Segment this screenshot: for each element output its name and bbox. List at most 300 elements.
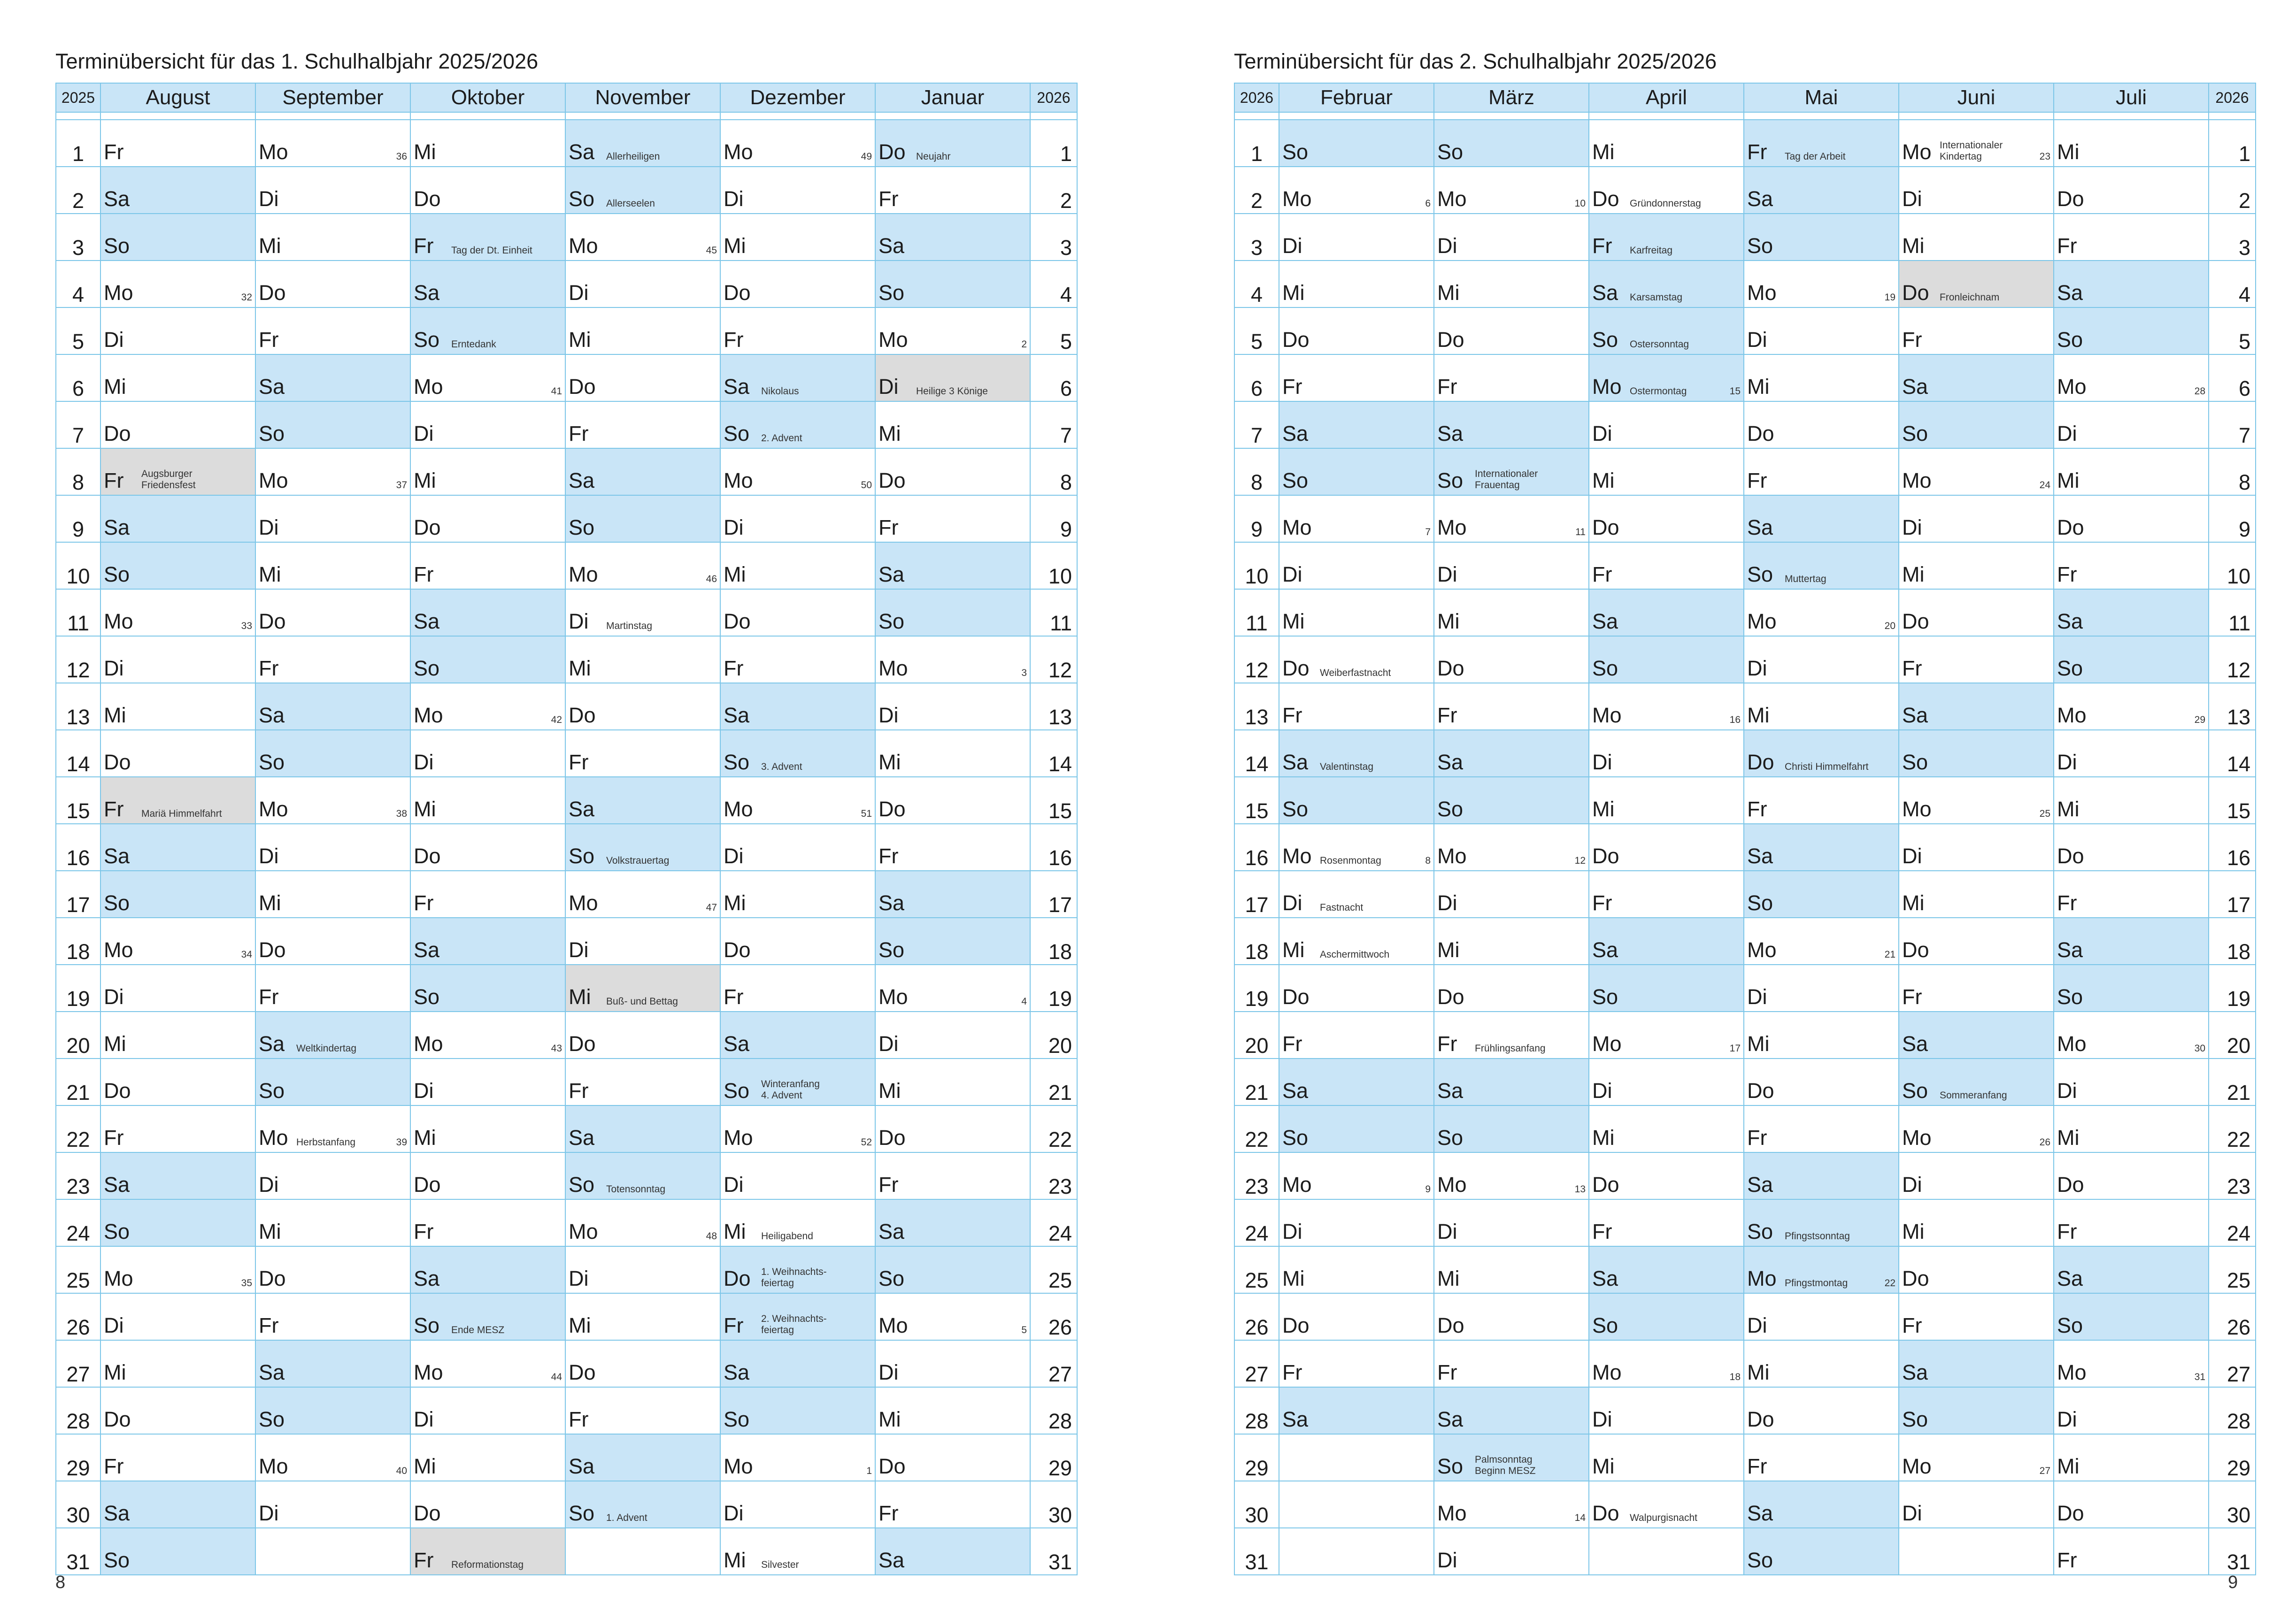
day-cell[interactable] bbox=[1434, 1387, 1589, 1434]
day-cell[interactable] bbox=[1744, 1059, 1899, 1105]
day-cell[interactable] bbox=[1744, 1293, 1899, 1340]
day-cell[interactable] bbox=[255, 730, 410, 777]
day-cell[interactable] bbox=[875, 1481, 1030, 1528]
day-cell[interactable] bbox=[2054, 214, 2209, 261]
day-cell[interactable] bbox=[1434, 1246, 1589, 1293]
day-cell[interactable] bbox=[1899, 1059, 2054, 1105]
day-cell[interactable] bbox=[1744, 730, 1899, 777]
day-cell[interactable] bbox=[565, 589, 720, 636]
day-cell[interactable] bbox=[100, 1293, 255, 1340]
day-cell[interactable] bbox=[2054, 1199, 2209, 1246]
day-cell[interactable] bbox=[565, 730, 720, 777]
day-cell[interactable] bbox=[1744, 1340, 1899, 1387]
day-cell[interactable] bbox=[565, 636, 720, 683]
day-cell[interactable] bbox=[720, 261, 875, 307]
day-cell[interactable] bbox=[2054, 1246, 2209, 1293]
day-cell[interactable] bbox=[2054, 401, 2209, 448]
day-cell[interactable] bbox=[1899, 918, 2054, 965]
day-cell[interactable] bbox=[720, 1293, 875, 1340]
day-cell[interactable] bbox=[1279, 1293, 1434, 1340]
day-cell[interactable] bbox=[1744, 120, 1899, 167]
day-cell[interactable] bbox=[255, 1012, 410, 1059]
day-cell[interactable] bbox=[1744, 167, 1899, 214]
day-cell[interactable] bbox=[410, 214, 565, 261]
day-cell[interactable] bbox=[565, 1199, 720, 1246]
day-cell[interactable] bbox=[1744, 495, 1899, 542]
day-cell[interactable] bbox=[1899, 495, 2054, 542]
day-cell[interactable] bbox=[1744, 1481, 1899, 1528]
day-cell[interactable] bbox=[720, 448, 875, 495]
day-cell[interactable] bbox=[1744, 1387, 1899, 1434]
day-cell[interactable] bbox=[1589, 167, 1744, 214]
day-cell[interactable] bbox=[2054, 1340, 2209, 1387]
day-cell[interactable] bbox=[565, 1246, 720, 1293]
day-cell[interactable] bbox=[875, 542, 1030, 589]
day-cell[interactable] bbox=[1744, 683, 1899, 730]
day-cell[interactable] bbox=[100, 1340, 255, 1387]
day-cell[interactable] bbox=[1589, 354, 1744, 401]
day-cell[interactable] bbox=[720, 542, 875, 589]
day-cell[interactable] bbox=[2054, 1059, 2209, 1105]
day-cell[interactable] bbox=[1899, 1434, 2054, 1481]
day-cell[interactable] bbox=[1589, 1246, 1744, 1293]
day-cell[interactable] bbox=[1899, 261, 2054, 307]
day-cell[interactable] bbox=[1589, 1387, 1744, 1434]
day-cell[interactable] bbox=[565, 965, 720, 1012]
day-cell[interactable] bbox=[1279, 589, 1434, 636]
day-cell[interactable] bbox=[1434, 636, 1589, 683]
day-cell[interactable] bbox=[1434, 354, 1589, 401]
day-cell[interactable] bbox=[410, 261, 565, 307]
day-cell[interactable] bbox=[565, 777, 720, 824]
day-cell[interactable] bbox=[255, 1434, 410, 1481]
day-cell[interactable] bbox=[565, 354, 720, 401]
day-cell[interactable] bbox=[2054, 1105, 2209, 1152]
day-cell[interactable] bbox=[720, 1059, 875, 1105]
day-cell[interactable] bbox=[2054, 636, 2209, 683]
day-cell[interactable] bbox=[720, 1340, 875, 1387]
day-cell[interactable] bbox=[2054, 683, 2209, 730]
day-cell[interactable] bbox=[720, 1387, 875, 1434]
day-cell[interactable] bbox=[1279, 261, 1434, 307]
day-cell[interactable] bbox=[1434, 448, 1589, 495]
day-cell[interactable] bbox=[100, 448, 255, 495]
day-cell[interactable] bbox=[410, 730, 565, 777]
day-cell[interactable] bbox=[1744, 918, 1899, 965]
day-cell[interactable] bbox=[1589, 542, 1744, 589]
day-cell[interactable] bbox=[2054, 777, 2209, 824]
day-cell[interactable] bbox=[255, 1293, 410, 1340]
day-cell[interactable] bbox=[565, 1293, 720, 1340]
day-cell[interactable] bbox=[255, 777, 410, 824]
day-cell[interactable] bbox=[2054, 354, 2209, 401]
day-cell[interactable] bbox=[875, 1105, 1030, 1152]
day-cell[interactable] bbox=[1279, 824, 1434, 871]
day-cell[interactable] bbox=[1899, 448, 2054, 495]
day-cell[interactable] bbox=[255, 542, 410, 589]
day-cell[interactable] bbox=[100, 777, 255, 824]
day-cell[interactable] bbox=[875, 120, 1030, 167]
day-cell[interactable] bbox=[1279, 918, 1434, 965]
day-cell[interactable] bbox=[100, 730, 255, 777]
day-cell[interactable] bbox=[720, 401, 875, 448]
day-cell[interactable] bbox=[720, 120, 875, 167]
day-cell[interactable] bbox=[875, 589, 1030, 636]
day-cell[interactable] bbox=[1589, 1152, 1744, 1199]
day-cell[interactable] bbox=[1744, 777, 1899, 824]
day-cell[interactable] bbox=[255, 1340, 410, 1387]
day-cell[interactable] bbox=[1434, 401, 1589, 448]
day-cell[interactable] bbox=[875, 1293, 1030, 1340]
day-cell[interactable] bbox=[565, 167, 720, 214]
day-cell[interactable] bbox=[410, 1246, 565, 1293]
day-cell[interactable] bbox=[720, 307, 875, 354]
day-cell[interactable] bbox=[2054, 167, 2209, 214]
day-cell[interactable] bbox=[565, 401, 720, 448]
day-cell[interactable] bbox=[2054, 448, 2209, 495]
day-cell[interactable] bbox=[1589, 261, 1744, 307]
day-cell[interactable] bbox=[1589, 1105, 1744, 1152]
day-cell[interactable] bbox=[410, 1387, 565, 1434]
day-cell[interactable] bbox=[1744, 589, 1899, 636]
day-cell[interactable] bbox=[1899, 683, 2054, 730]
day-cell[interactable] bbox=[100, 589, 255, 636]
day-cell[interactable] bbox=[410, 354, 565, 401]
day-cell[interactable] bbox=[1589, 777, 1744, 824]
day-cell[interactable] bbox=[1589, 1434, 1744, 1481]
day-cell[interactable] bbox=[565, 871, 720, 918]
day-cell[interactable] bbox=[2054, 1528, 2209, 1575]
day-cell[interactable] bbox=[1589, 965, 1744, 1012]
day-cell[interactable] bbox=[255, 965, 410, 1012]
day-cell[interactable] bbox=[100, 636, 255, 683]
day-cell[interactable] bbox=[565, 261, 720, 307]
day-cell[interactable] bbox=[1744, 824, 1899, 871]
day-cell[interactable] bbox=[100, 1528, 255, 1575]
day-cell[interactable] bbox=[1279, 1481, 1434, 1528]
day-cell[interactable] bbox=[720, 730, 875, 777]
day-cell[interactable] bbox=[1744, 214, 1899, 261]
day-cell[interactable] bbox=[1279, 401, 1434, 448]
day-cell[interactable] bbox=[1279, 871, 1434, 918]
day-cell[interactable] bbox=[1899, 1105, 2054, 1152]
day-cell[interactable] bbox=[875, 1199, 1030, 1246]
day-cell[interactable] bbox=[410, 448, 565, 495]
day-cell[interactable] bbox=[1899, 1012, 2054, 1059]
day-cell[interactable] bbox=[720, 1528, 875, 1575]
day-cell[interactable] bbox=[410, 495, 565, 542]
day-cell[interactable] bbox=[410, 1012, 565, 1059]
day-cell[interactable] bbox=[255, 1387, 410, 1434]
day-cell[interactable] bbox=[565, 1152, 720, 1199]
day-cell[interactable] bbox=[720, 871, 875, 918]
day-cell[interactable] bbox=[100, 871, 255, 918]
day-cell[interactable] bbox=[1279, 1528, 1434, 1575]
day-cell[interactable] bbox=[1744, 542, 1899, 589]
day-cell[interactable] bbox=[1434, 1293, 1589, 1340]
day-cell[interactable] bbox=[1279, 1199, 1434, 1246]
day-cell[interactable] bbox=[1899, 636, 2054, 683]
day-cell[interactable] bbox=[1899, 401, 2054, 448]
day-cell[interactable] bbox=[1279, 777, 1434, 824]
day-cell[interactable] bbox=[1589, 1340, 1744, 1387]
day-cell[interactable] bbox=[1744, 636, 1899, 683]
day-cell[interactable] bbox=[1279, 1059, 1434, 1105]
day-cell[interactable] bbox=[100, 1387, 255, 1434]
day-cell[interactable] bbox=[410, 120, 565, 167]
day-cell[interactable] bbox=[1899, 1481, 2054, 1528]
day-cell[interactable] bbox=[1899, 1199, 2054, 1246]
day-cell[interactable] bbox=[1744, 871, 1899, 918]
day-cell[interactable] bbox=[720, 918, 875, 965]
day-cell[interactable] bbox=[1434, 495, 1589, 542]
day-cell[interactable] bbox=[1279, 354, 1434, 401]
day-cell[interactable] bbox=[875, 1340, 1030, 1387]
day-cell[interactable] bbox=[100, 965, 255, 1012]
day-cell[interactable] bbox=[2054, 871, 2209, 918]
day-cell[interactable] bbox=[2054, 307, 2209, 354]
day-cell[interactable] bbox=[255, 1105, 410, 1152]
day-cell[interactable] bbox=[1589, 401, 1744, 448]
day-cell[interactable] bbox=[1434, 1059, 1589, 1105]
day-cell[interactable] bbox=[1744, 354, 1899, 401]
day-cell[interactable] bbox=[1589, 1528, 1744, 1575]
day-cell[interactable] bbox=[1589, 730, 1744, 777]
day-cell[interactable] bbox=[1434, 1481, 1589, 1528]
day-cell[interactable] bbox=[2054, 495, 2209, 542]
day-cell[interactable] bbox=[875, 1434, 1030, 1481]
day-cell[interactable] bbox=[100, 1105, 255, 1152]
day-cell[interactable] bbox=[1279, 1246, 1434, 1293]
day-cell[interactable] bbox=[1279, 448, 1434, 495]
day-cell[interactable] bbox=[875, 918, 1030, 965]
day-cell[interactable] bbox=[565, 448, 720, 495]
day-cell[interactable] bbox=[255, 1246, 410, 1293]
day-cell[interactable] bbox=[255, 636, 410, 683]
day-cell[interactable] bbox=[720, 1481, 875, 1528]
day-cell[interactable] bbox=[1744, 1199, 1899, 1246]
day-cell[interactable] bbox=[410, 1152, 565, 1199]
day-cell[interactable] bbox=[255, 495, 410, 542]
day-cell[interactable] bbox=[1589, 120, 1744, 167]
day-cell[interactable] bbox=[1589, 589, 1744, 636]
day-cell[interactable] bbox=[1589, 824, 1744, 871]
day-cell[interactable] bbox=[875, 214, 1030, 261]
day-cell[interactable] bbox=[1279, 1434, 1434, 1481]
day-cell[interactable] bbox=[720, 167, 875, 214]
day-cell[interactable] bbox=[100, 1152, 255, 1199]
day-cell[interactable] bbox=[410, 1199, 565, 1246]
day-cell[interactable] bbox=[875, 1059, 1030, 1105]
day-cell[interactable] bbox=[1744, 1152, 1899, 1199]
day-cell[interactable] bbox=[2054, 542, 2209, 589]
day-cell[interactable] bbox=[1434, 1152, 1589, 1199]
day-cell[interactable] bbox=[565, 918, 720, 965]
day-cell[interactable] bbox=[720, 495, 875, 542]
day-cell[interactable] bbox=[2054, 1293, 2209, 1340]
day-cell[interactable] bbox=[2054, 261, 2209, 307]
day-cell[interactable] bbox=[1589, 683, 1744, 730]
day-cell[interactable] bbox=[875, 636, 1030, 683]
day-cell[interactable] bbox=[875, 871, 1030, 918]
day-cell[interactable] bbox=[1899, 589, 2054, 636]
day-cell[interactable] bbox=[255, 1152, 410, 1199]
day-cell[interactable] bbox=[2054, 1387, 2209, 1434]
day-cell[interactable] bbox=[410, 1528, 565, 1575]
day-cell[interactable] bbox=[720, 354, 875, 401]
day-cell[interactable] bbox=[100, 1434, 255, 1481]
day-cell[interactable] bbox=[565, 120, 720, 167]
day-cell[interactable] bbox=[410, 1481, 565, 1528]
day-cell[interactable] bbox=[1279, 167, 1434, 214]
day-cell[interactable] bbox=[1279, 214, 1434, 261]
day-cell[interactable] bbox=[410, 683, 565, 730]
day-cell[interactable] bbox=[100, 495, 255, 542]
day-cell[interactable] bbox=[1589, 1481, 1744, 1528]
day-cell[interactable] bbox=[100, 542, 255, 589]
day-cell[interactable] bbox=[1744, 1012, 1899, 1059]
day-cell[interactable] bbox=[100, 261, 255, 307]
day-cell[interactable] bbox=[255, 1199, 410, 1246]
day-cell[interactable] bbox=[1434, 683, 1589, 730]
day-cell[interactable] bbox=[1434, 1199, 1589, 1246]
day-cell[interactable] bbox=[255, 261, 410, 307]
day-cell[interactable] bbox=[1434, 214, 1589, 261]
day-cell[interactable] bbox=[255, 1481, 410, 1528]
day-cell[interactable] bbox=[875, 730, 1030, 777]
day-cell[interactable] bbox=[565, 824, 720, 871]
day-cell[interactable] bbox=[1434, 120, 1589, 167]
day-cell[interactable] bbox=[1279, 307, 1434, 354]
day-cell[interactable] bbox=[1899, 1340, 2054, 1387]
day-cell[interactable] bbox=[875, 448, 1030, 495]
day-cell[interactable] bbox=[565, 1059, 720, 1105]
day-cell[interactable] bbox=[1589, 918, 1744, 965]
day-cell[interactable] bbox=[255, 214, 410, 261]
day-cell[interactable] bbox=[255, 1059, 410, 1105]
day-cell[interactable] bbox=[2054, 1152, 2209, 1199]
day-cell[interactable] bbox=[875, 965, 1030, 1012]
day-cell[interactable] bbox=[100, 1246, 255, 1293]
day-cell[interactable] bbox=[255, 918, 410, 965]
day-cell[interactable] bbox=[2054, 918, 2209, 965]
day-cell[interactable] bbox=[1744, 1528, 1899, 1575]
day-cell[interactable] bbox=[1279, 1387, 1434, 1434]
day-cell[interactable] bbox=[1899, 965, 2054, 1012]
day-cell[interactable] bbox=[1434, 1105, 1589, 1152]
day-cell[interactable] bbox=[1589, 871, 1744, 918]
day-cell[interactable] bbox=[255, 354, 410, 401]
day-cell[interactable] bbox=[1744, 1105, 1899, 1152]
day-cell[interactable] bbox=[565, 1340, 720, 1387]
day-cell[interactable] bbox=[565, 214, 720, 261]
day-cell[interactable] bbox=[720, 636, 875, 683]
day-cell[interactable] bbox=[1899, 824, 2054, 871]
day-cell[interactable] bbox=[1899, 1387, 2054, 1434]
day-cell[interactable] bbox=[410, 589, 565, 636]
day-cell[interactable] bbox=[410, 918, 565, 965]
day-cell[interactable] bbox=[1589, 448, 1744, 495]
day-cell[interactable] bbox=[1434, 542, 1589, 589]
day-cell[interactable] bbox=[565, 1387, 720, 1434]
day-cell[interactable] bbox=[565, 1012, 720, 1059]
day-cell[interactable] bbox=[1434, 1340, 1589, 1387]
day-cell[interactable] bbox=[565, 542, 720, 589]
day-cell[interactable] bbox=[875, 777, 1030, 824]
day-cell[interactable] bbox=[720, 777, 875, 824]
day-cell[interactable] bbox=[255, 120, 410, 167]
day-cell[interactable] bbox=[565, 1481, 720, 1528]
day-cell[interactable] bbox=[2054, 730, 2209, 777]
day-cell[interactable] bbox=[410, 777, 565, 824]
day-cell[interactable] bbox=[720, 824, 875, 871]
day-cell[interactable] bbox=[1434, 871, 1589, 918]
day-cell[interactable] bbox=[1899, 1528, 2054, 1575]
day-cell[interactable] bbox=[720, 965, 875, 1012]
day-cell[interactable] bbox=[720, 1152, 875, 1199]
day-cell[interactable] bbox=[2054, 1481, 2209, 1528]
day-cell[interactable] bbox=[100, 401, 255, 448]
day-cell[interactable] bbox=[255, 683, 410, 730]
day-cell[interactable] bbox=[100, 918, 255, 965]
day-cell[interactable] bbox=[1899, 120, 2054, 167]
day-cell[interactable] bbox=[1279, 1152, 1434, 1199]
day-cell[interactable] bbox=[410, 636, 565, 683]
day-cell[interactable] bbox=[1744, 1246, 1899, 1293]
day-cell[interactable] bbox=[1279, 1012, 1434, 1059]
day-cell[interactable] bbox=[1589, 1199, 1744, 1246]
day-cell[interactable] bbox=[2054, 1012, 2209, 1059]
day-cell[interactable] bbox=[720, 1246, 875, 1293]
day-cell[interactable] bbox=[875, 1152, 1030, 1199]
day-cell[interactable] bbox=[565, 307, 720, 354]
day-cell[interactable] bbox=[1589, 1293, 1744, 1340]
day-cell[interactable] bbox=[1899, 307, 2054, 354]
day-cell[interactable] bbox=[410, 1105, 565, 1152]
day-cell[interactable] bbox=[1744, 965, 1899, 1012]
day-cell[interactable] bbox=[100, 1481, 255, 1528]
day-cell[interactable] bbox=[565, 1434, 720, 1481]
day-cell[interactable] bbox=[410, 1059, 565, 1105]
day-cell[interactable] bbox=[875, 401, 1030, 448]
day-cell[interactable] bbox=[410, 401, 565, 448]
day-cell[interactable] bbox=[1899, 777, 2054, 824]
day-cell[interactable] bbox=[720, 214, 875, 261]
day-cell[interactable] bbox=[1434, 589, 1589, 636]
day-cell[interactable] bbox=[1589, 495, 1744, 542]
day-cell[interactable] bbox=[1899, 167, 2054, 214]
day-cell[interactable] bbox=[2054, 824, 2209, 871]
day-cell[interactable] bbox=[565, 495, 720, 542]
day-cell[interactable] bbox=[410, 1434, 565, 1481]
day-cell[interactable] bbox=[410, 965, 565, 1012]
day-cell[interactable] bbox=[100, 120, 255, 167]
day-cell[interactable] bbox=[2054, 965, 2209, 1012]
day-cell[interactable] bbox=[1589, 1059, 1744, 1105]
day-cell[interactable] bbox=[1744, 448, 1899, 495]
day-cell[interactable] bbox=[1434, 307, 1589, 354]
day-cell[interactable] bbox=[1899, 1293, 2054, 1340]
day-cell[interactable] bbox=[875, 683, 1030, 730]
day-cell[interactable] bbox=[255, 448, 410, 495]
day-cell[interactable] bbox=[720, 1012, 875, 1059]
day-cell[interactable] bbox=[1434, 918, 1589, 965]
day-cell[interactable] bbox=[1279, 1340, 1434, 1387]
day-cell[interactable] bbox=[410, 824, 565, 871]
day-cell[interactable] bbox=[1899, 542, 2054, 589]
day-cell[interactable] bbox=[1899, 730, 2054, 777]
day-cell[interactable] bbox=[875, 1012, 1030, 1059]
